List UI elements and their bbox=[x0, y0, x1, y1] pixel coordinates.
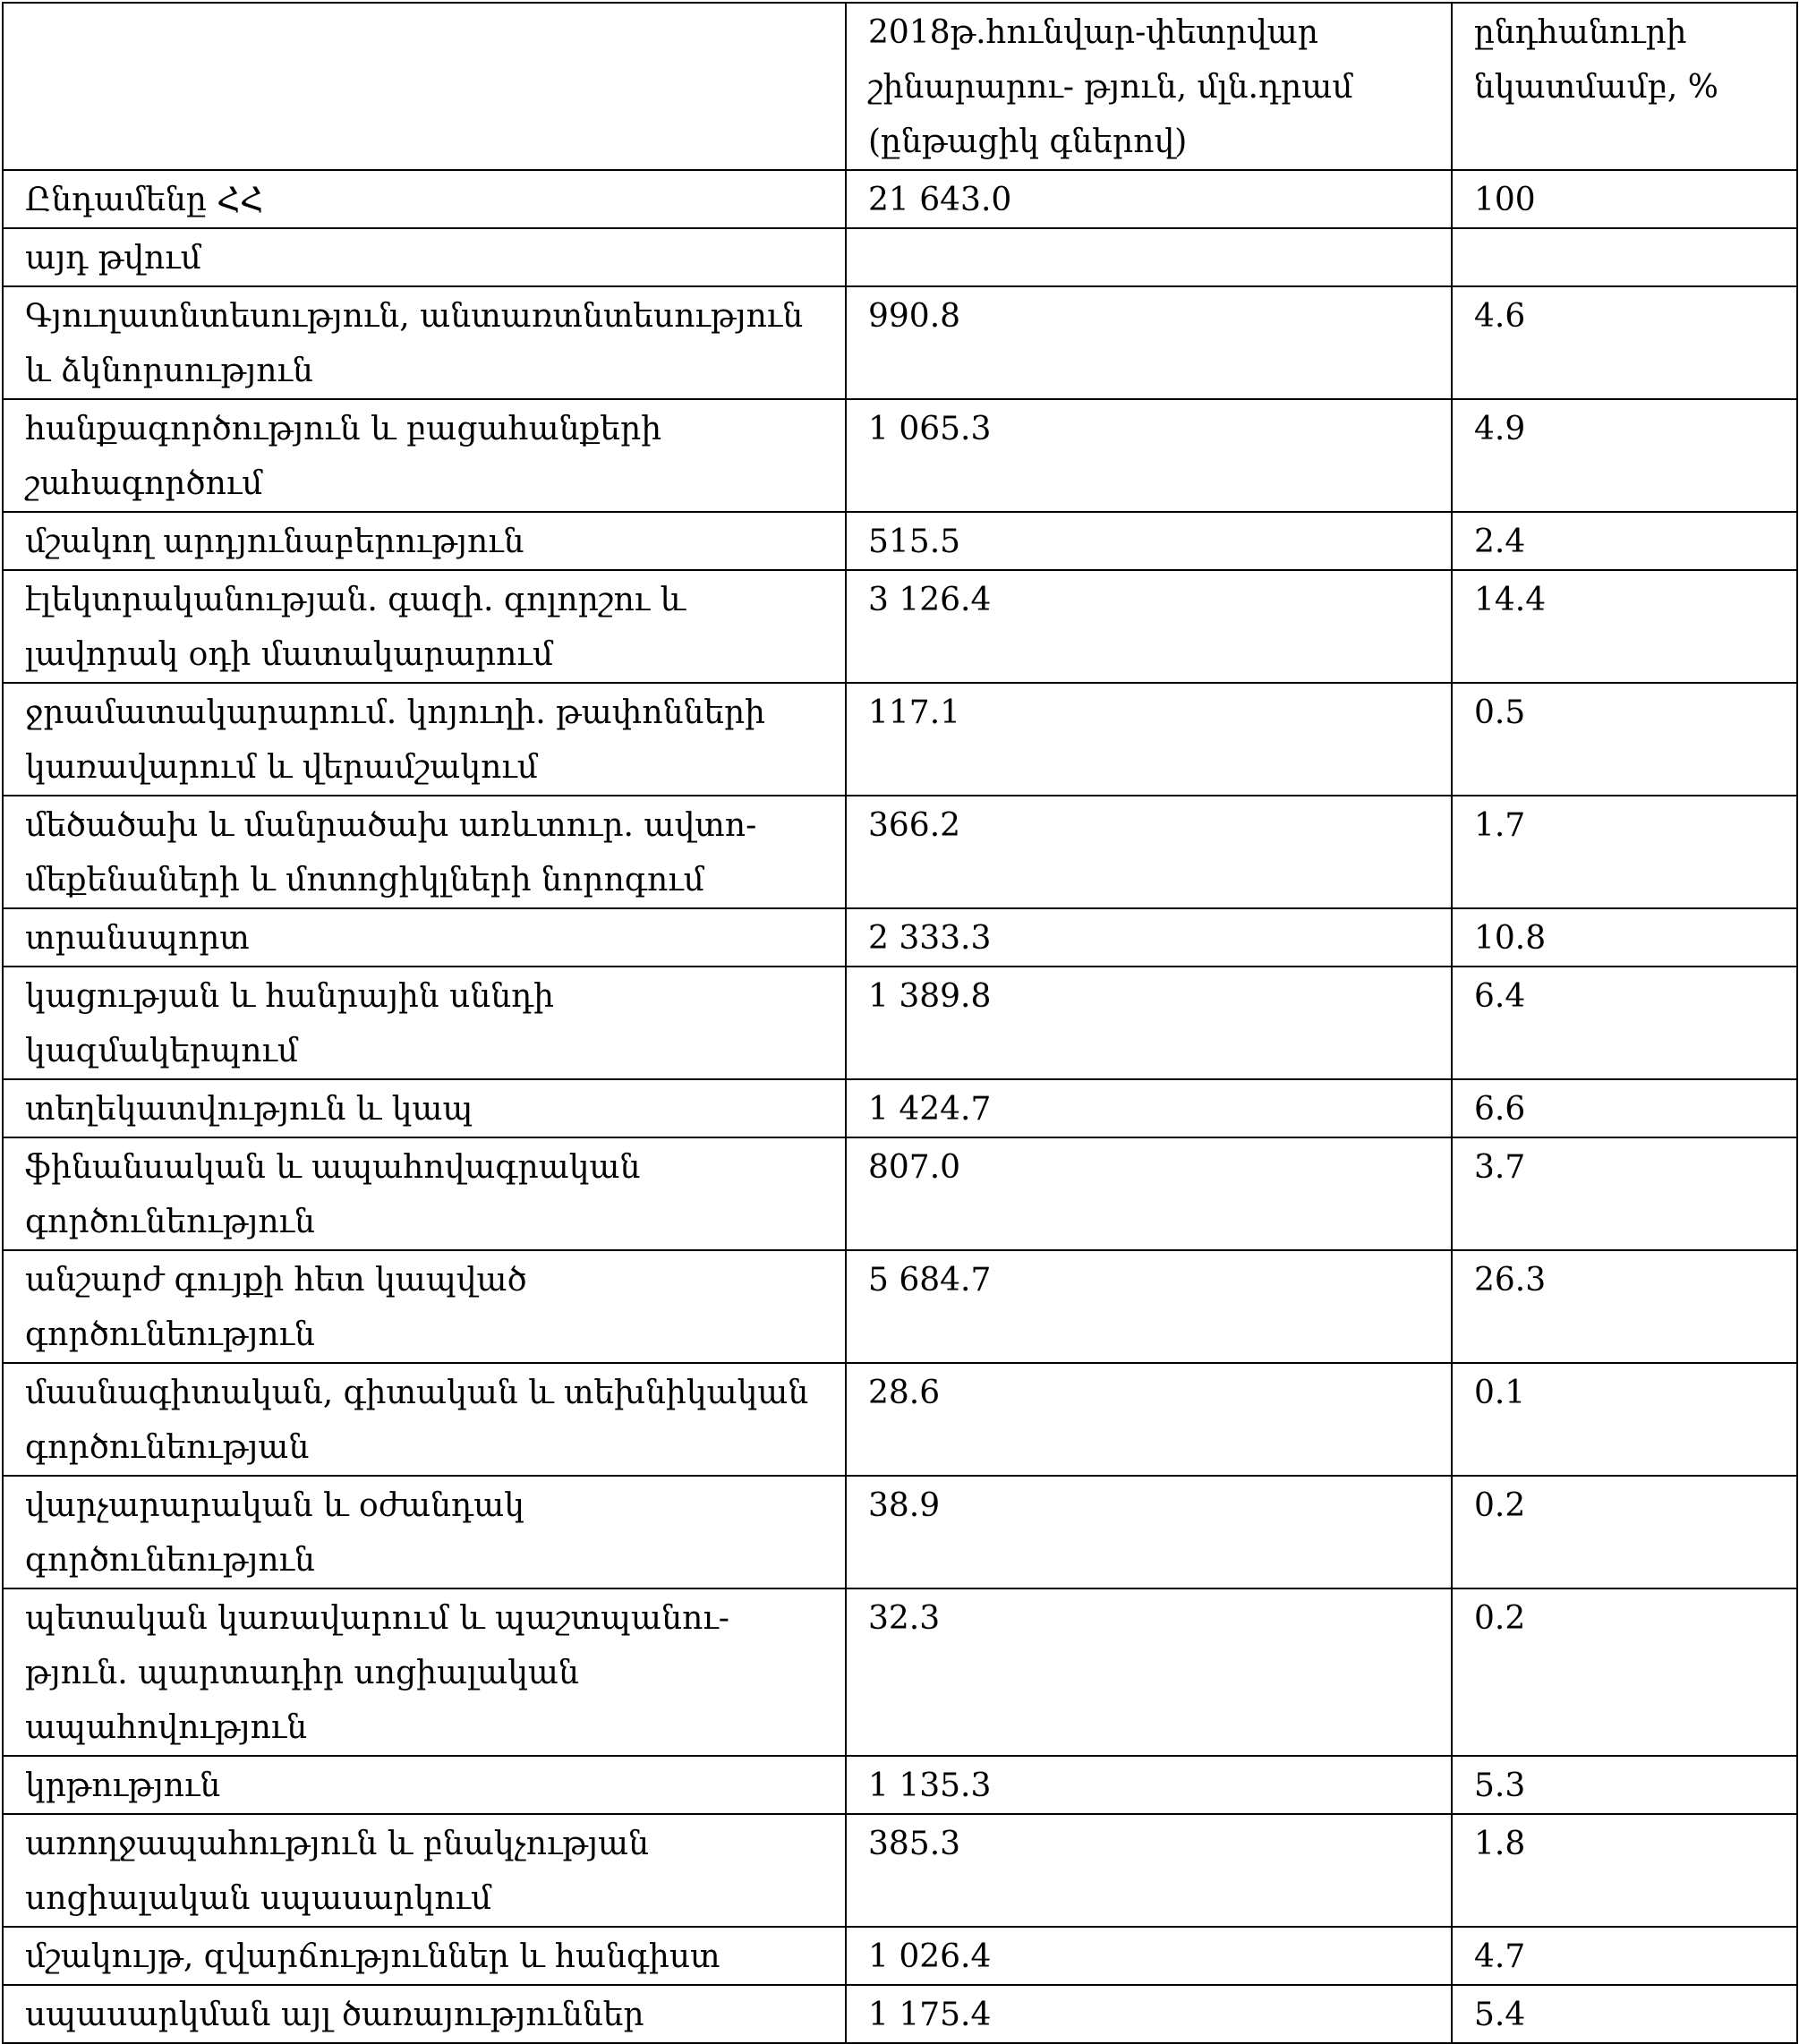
row-value: 1 389.8 bbox=[846, 967, 1452, 1079]
table-row bbox=[3, 1363, 1797, 1476]
row-name: այդ թվում bbox=[3, 228, 846, 286]
table-row bbox=[3, 1079, 1797, 1137]
row-share: 0.2 bbox=[1452, 1588, 1797, 1756]
table-row bbox=[3, 908, 1797, 967]
row-value: 366.2 bbox=[846, 796, 1452, 908]
table-header-row bbox=[3, 3, 1797, 170]
row-name: ֆինանսական և ապահովագրական գործունեություն bbox=[3, 1137, 846, 1250]
row-share: 0.5 bbox=[1452, 683, 1797, 796]
table-row bbox=[3, 286, 1797, 399]
row-value: 5 684.7 bbox=[846, 1250, 1452, 1363]
row-share: 4.7 bbox=[1452, 1927, 1797, 1985]
table-row bbox=[3, 1476, 1797, 1588]
table-row bbox=[3, 1927, 1797, 1985]
row-name: հանքագործություն և բացահանքերի շահագործում bbox=[3, 399, 846, 512]
row-share: 0.2 bbox=[1452, 1476, 1797, 1588]
row-name: առողջապահություն և բնակչության սոցիալական սպասարկում bbox=[3, 1814, 846, 1927]
row-value: 1 065.3 bbox=[846, 399, 1452, 512]
row-share: 4.9 bbox=[1452, 399, 1797, 512]
table-row bbox=[3, 1756, 1797, 1814]
table-row bbox=[3, 967, 1797, 1079]
row-value: 3 126.4 bbox=[846, 570, 1452, 683]
row-name: ջրամատակարարում. կոյուղի. թափոնների կառավարում և վերամշակում bbox=[3, 683, 846, 796]
table-row bbox=[3, 1814, 1797, 1927]
row-name: կրթություն bbox=[3, 1756, 846, 1814]
table-row bbox=[3, 1588, 1797, 1756]
table-row bbox=[3, 170, 1797, 228]
table-row bbox=[3, 1985, 1797, 2043]
row-name: մասնագիտական, գիտական և տեխնիկական գործունեության bbox=[3, 1363, 846, 1476]
header-cell-value: 2018թ.հունվար-փետրվար շինարարու- թյուն, մլն.դրամ (ընթացիկ գներով) bbox=[846, 3, 1452, 170]
row-share: 100 bbox=[1452, 170, 1797, 228]
row-share: 4.6 bbox=[1452, 286, 1797, 399]
row-share: 6.6 bbox=[1452, 1079, 1797, 1137]
row-value: 807.0 bbox=[846, 1137, 1452, 1250]
row-value: 32.3 bbox=[846, 1588, 1452, 1756]
row-value bbox=[846, 228, 1452, 286]
row-name: մշակող արդյունաբերություն bbox=[3, 512, 846, 570]
row-value: 385.3 bbox=[846, 1814, 1452, 1927]
row-name: մշակույթ, զվարճություններ և հանգիստ bbox=[3, 1927, 846, 1985]
table-row bbox=[3, 1250, 1797, 1363]
table-row bbox=[3, 570, 1797, 683]
header-cell-share: ընդհանուրի նկատմամբ, % bbox=[1452, 3, 1797, 170]
row-name: տրանսպորտ bbox=[3, 908, 846, 967]
row-value: 1 026.4 bbox=[846, 1927, 1452, 1985]
row-name: տեղեկատվություն և կապ bbox=[3, 1079, 846, 1137]
row-name: պետական կառավարում և պաշտպանու- թյուն. պարտադիր սոցիալական ապահովություն bbox=[3, 1588, 846, 1756]
row-value: 21 643.0 bbox=[846, 170, 1452, 228]
table-row bbox=[3, 683, 1797, 796]
row-share: 1.7 bbox=[1452, 796, 1797, 908]
row-share: 5.3 bbox=[1452, 1756, 1797, 1814]
row-value: 990.8 bbox=[846, 286, 1452, 399]
table-row bbox=[3, 1137, 1797, 1250]
row-share: 5.4 bbox=[1452, 1985, 1797, 2043]
table-row bbox=[3, 399, 1797, 512]
data-table bbox=[2, 2, 1798, 2044]
row-name: վարչարարական և օժանդակ գործունեություն bbox=[3, 1476, 846, 1588]
header-cell-empty bbox=[3, 3, 846, 170]
row-name: մեծածախ և մանրածախ առևտուր. ավտո- մեքենաների և մոտոցիկլների նորոգում bbox=[3, 796, 846, 908]
row-share: 3.7 bbox=[1452, 1137, 1797, 1250]
row-value: 1 424.7 bbox=[846, 1079, 1452, 1137]
row-name: սպասարկման այլ ծառայություններ bbox=[3, 1985, 846, 2043]
row-name: անշարժ գույքի հետ կապված գործունեություն bbox=[3, 1250, 846, 1363]
row-value: 1 175.4 bbox=[846, 1985, 1452, 2043]
row-value: 1 135.3 bbox=[846, 1756, 1452, 1814]
row-name: Գյուղատնտեսություն, անտառտնտեսություն և ձկնորսություն bbox=[3, 286, 846, 399]
row-name: էլեկտրականության. գազի. գոլորշու և լավորակ օդի մատակարարում bbox=[3, 570, 846, 683]
row-value: 28.6 bbox=[846, 1363, 1452, 1476]
row-name: Ընդամենը ՀՀ bbox=[3, 170, 846, 228]
row-share: 14.4 bbox=[1452, 570, 1797, 683]
row-share: 26.3 bbox=[1452, 1250, 1797, 1363]
table-row bbox=[3, 512, 1797, 570]
row-share: 0.1 bbox=[1452, 1363, 1797, 1476]
row-share bbox=[1452, 228, 1797, 286]
row-name: կացության և հանրային սննդի կազմակերպում bbox=[3, 967, 846, 1079]
row-share: 10.8 bbox=[1452, 908, 1797, 967]
table-row bbox=[3, 228, 1797, 286]
table-row bbox=[3, 796, 1797, 908]
row-share: 6.4 bbox=[1452, 967, 1797, 1079]
row-value: 515.5 bbox=[846, 512, 1452, 570]
row-share: 2.4 bbox=[1452, 512, 1797, 570]
row-value: 38.9 bbox=[846, 1476, 1452, 1588]
row-value: 2 333.3 bbox=[846, 908, 1452, 967]
row-value: 117.1 bbox=[846, 683, 1452, 796]
row-share: 1.8 bbox=[1452, 1814, 1797, 1927]
